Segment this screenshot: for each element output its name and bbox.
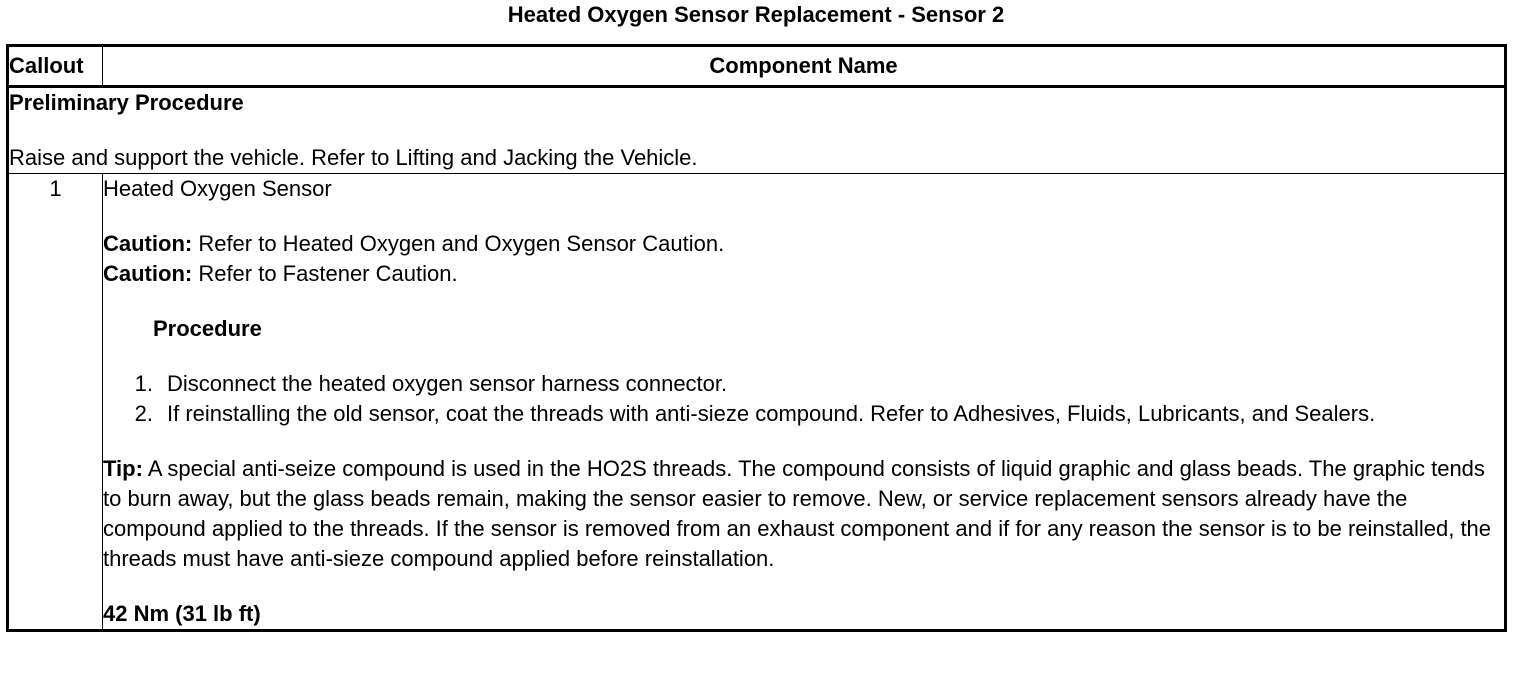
tip-label: Tip: [103, 456, 143, 481]
preliminary-text: Raise and support the vehicle. Refer to Lifting and Jacking the Vehicle. [9, 145, 698, 170]
step-text: If reinstalling the old sensor, coat the threads with anti-sieze compound. Refer to Adhesives, Fluids, Lubricants, and Sealers. [167, 401, 1376, 426]
callout-number: 1 [8, 174, 103, 631]
caution-text: Refer to Heated Oxygen and Oxygen Sensor Caution. [192, 231, 725, 256]
step-number: 1. [134, 371, 153, 396]
header-component-name: Component Name [103, 46, 1506, 87]
procedure-table [6, 44, 1507, 632]
step-number: 2. [134, 401, 153, 426]
header-callout: Callout [8, 46, 103, 87]
step-text: Disconnect the heated oxygen sensor harness connector. [167, 371, 728, 396]
tip-text: A special anti-seize compound is used in the HO2S threads. The compound consists of liquid graphic and glass beads. The graphic tends to burn away, but the glass beads remain, making the sensor easier to remove. New, or service replacement sensors already have the compound applied to the threads. If the sensor is removed from an exhaust component and if for any reason the sensor is to be reinstalled, the threads must have anti-sieze compound applied before reinstallation. [103, 456, 1492, 571]
table-header-row [8, 46, 1506, 87]
caution-label: Caution: [103, 231, 193, 256]
list-item [103, 369, 1504, 399]
preliminary-row [8, 87, 1506, 174]
caution-line [103, 229, 1504, 259]
table-row [8, 174, 1506, 631]
preliminary-cell [8, 87, 1506, 174]
torque-spec: 42 Nm (31 lb ft) [103, 601, 261, 626]
procedure-heading: Procedure [153, 316, 262, 341]
caution-text: Refer to Fastener Caution. [192, 261, 458, 286]
procedure-steps [103, 369, 1504, 429]
component-name: Heated Oxygen Sensor [103, 176, 332, 201]
tip-paragraph [103, 454, 1504, 574]
caution-line [103, 259, 1504, 289]
caution-label: Caution: [103, 261, 193, 286]
preliminary-heading: Preliminary Procedure [9, 90, 244, 115]
component-cell [103, 174, 1506, 631]
list-item [103, 399, 1504, 429]
page-title: Heated Oxygen Sensor Replacement - Sensor 2 [507, 2, 1005, 27]
